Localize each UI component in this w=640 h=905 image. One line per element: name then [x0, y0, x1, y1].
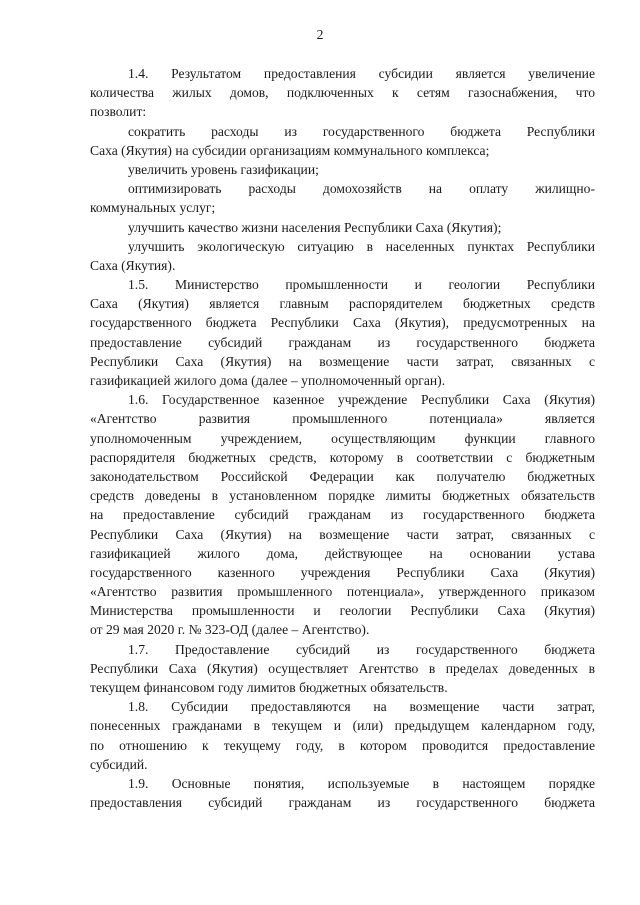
text-line: субсидий. — [90, 756, 148, 772]
text-line: 1.4. Результатом предоставления субсидии является увеличение — [128, 66, 595, 81]
paragraph-1-8 — [90, 697, 595, 774]
text-line: Саха (Якутия) на субсидии организациям коммунального комплекса; — [90, 142, 490, 158]
text-line: сократить расходы из государственного бюджета Республики — [128, 123, 595, 139]
text-line: законодательством Российской Федерации как получателю бюджетных — [90, 468, 595, 484]
text-line: 1.5. Министерство промышленности и геологии Республики — [128, 277, 595, 293]
text-line: государственного бюджета Республики Саха (Якутия), предусмотренных на — [90, 315, 595, 331]
list-item — [90, 218, 595, 237]
paragraph-1-4 — [90, 64, 595, 122]
text-line: улучшить качество жизни населения Республики Саха (Якутия); — [128, 219, 502, 235]
text-line: от 29 мая 2020 г. № 323-ОД (далее – Агентство). — [90, 622, 370, 638]
text-line: Саха (Якутия). — [90, 257, 176, 273]
list-item — [90, 179, 595, 217]
text-line: Республики Саха (Якутия) осуществляет Агентство в пределах доведенных в — [90, 660, 595, 676]
text-line: на предоставление субсидий гражданам из государственного бюджета — [90, 507, 595, 523]
text-line: улучшить экологическую ситуацию в населенных пунктах Республики — [128, 238, 595, 254]
text-line: предоставления субсидий гражданам из государственного бюджета — [90, 795, 595, 811]
text-line: газификацией жилого дома (далее – уполномоченный орган). — [90, 373, 446, 388]
text-line: Республики Саха (Якутия) на возмещение части затрат, связанных с — [90, 526, 595, 542]
text-line: 1.7. Предоставление субсидий из государственного бюджета — [128, 641, 595, 657]
text-line: оптимизировать расходы домохозяйств на оплату жилищно- — [128, 181, 595, 197]
text-line: средств доведены в установленном порядке лимиты бюджетных обязательств — [90, 488, 595, 504]
text-line: предоставление субсидий гражданам из государственного бюджета — [90, 334, 595, 350]
text-line: «Агентство развития промышленного потенциала» является — [90, 411, 595, 427]
text-line: 1.9. Основные понятия, используемые в настоящем порядке — [128, 775, 595, 791]
text-line: текущем финансовом году лимитов бюджетных обязательств. — [90, 680, 448, 695]
document-body — [90, 64, 595, 812]
list-item — [90, 237, 595, 275]
paragraph-1-7 — [90, 640, 595, 698]
text-line: государственного казенного учреждения Республики Саха (Якутия) — [90, 564, 595, 580]
text-line: увеличить уровень газификации; — [128, 161, 319, 177]
page-number: 2 — [316, 27, 324, 42]
text-line: позволит: — [90, 104, 147, 120]
text-line: «Агентство развития промышленного потенциала», утвержденного приказом — [90, 584, 595, 600]
text-line: распорядителя бюджетных средств, которому в соответствии с бюджетным — [90, 449, 595, 465]
text-line: 1.8. Субсидии предоставляются на возмещение части затрат, — [128, 699, 595, 715]
text-line: количества жилых домов, подключенных к сетям газоснабжения, что — [90, 85, 595, 101]
paragraph-1-6 — [90, 390, 595, 639]
text-line: Министерства промышленности и геологии Республики Саха (Якутия) — [90, 603, 595, 619]
paragraph-1-5 — [90, 275, 595, 390]
text-line: 1.6. Государственное казенное учреждение Республики Саха (Якутия) — [128, 392, 595, 408]
text-line: по отношению к текущему году, в котором проводится предоставление — [90, 737, 595, 753]
text-line: коммунальных услуг; — [90, 200, 216, 216]
text-line: газификацией жилого дома, действующее на основании устава — [90, 545, 595, 561]
paragraph-1-9 — [90, 774, 595, 812]
list-item — [90, 122, 595, 160]
text-line: уполномоченным учреждением, осуществляющим функции главного — [90, 430, 595, 446]
text-line: понесенных гражданами в текущем и (или) предыдущем календарном году, — [90, 718, 595, 734]
text-line: Саха (Якутия) является главным распорядителем бюджетных средств — [90, 296, 595, 312]
text-line: Республики Саха (Якутия) на возмещение части затрат, связанных с — [90, 353, 595, 369]
list-item — [90, 160, 595, 179]
